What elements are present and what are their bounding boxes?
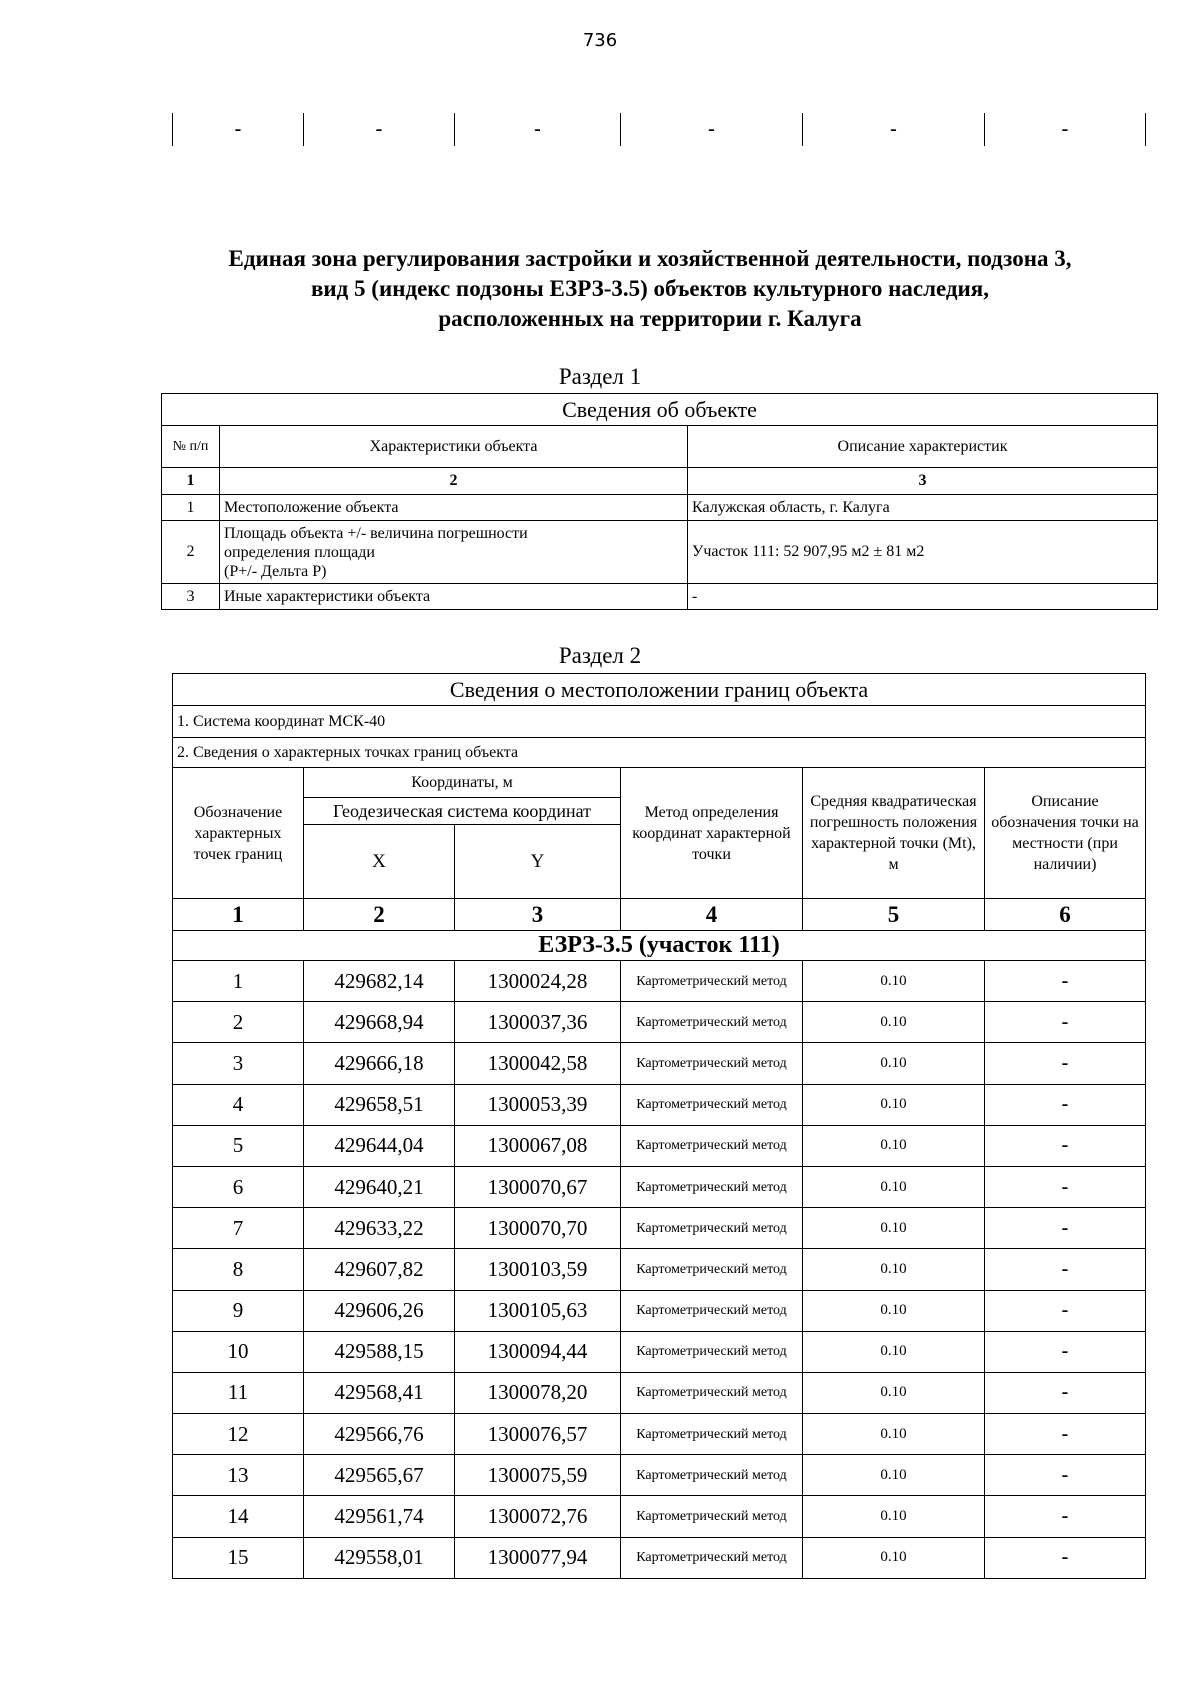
characteristic [220,521,688,584]
column-index: 2 [220,468,688,495]
point-x: 429668,94 [304,1002,455,1043]
table-row [173,1043,1146,1084]
title-line: расположенных на территории г. Калуга [438,306,862,331]
table-cell: - [803,113,985,146]
point-number: 5 [173,1125,304,1166]
table-row [173,1208,1146,1249]
zone-title: ЕЗРЗ-3.5 (участок 111) [173,931,1146,961]
point-y: 1300070,67 [455,1166,621,1207]
point-error: 0.10 [803,1249,985,1290]
point-description: - [985,961,1146,1002]
point-y: 1300067,08 [455,1125,621,1166]
point-y: 1300024,28 [455,961,621,1002]
table-row [173,1331,1146,1372]
point-description: - [985,1125,1146,1166]
table-heading: Сведения об объекте [162,394,1158,426]
table-row [173,1084,1146,1125]
point-description: - [985,1372,1146,1413]
title-line: Единая зона регулирования застройки и хозяйственной деятельности, подзона 3, [228,246,1072,271]
point-description: - [985,1331,1146,1372]
table-row [162,521,1158,584]
point-x: 429565,67 [304,1455,455,1496]
point-error: 0.10 [803,1084,985,1125]
table-row [173,1455,1146,1496]
column-header-geodetic: Геодезическая система координат [304,798,621,825]
title-line: вид 5 (индекс подзоны ЕЗРЗ-3.5) объектов культурного наследия, [310,276,990,301]
table-row [173,1290,1146,1331]
characteristic-line: Площадь объекта +/- величина погрешности [224,524,528,542]
point-error: 0.10 [803,1002,985,1043]
point-method: Картометрический метод [621,1043,803,1084]
point-number: 12 [173,1414,304,1455]
description: - [688,584,1158,610]
point-number: 9 [173,1290,304,1331]
point-number: 3 [173,1043,304,1084]
table-row [173,1166,1146,1207]
characteristic-line: (Р+/- Дельта Р) [224,562,327,580]
point-method: Картометрический метод [621,961,803,1002]
point-method: Картометрический метод [621,1537,803,1578]
table-cell: - [173,113,304,146]
table-cell: - [304,113,455,146]
column-index: 1 [162,468,220,495]
point-number: 7 [173,1208,304,1249]
column-header-description: Описание характеристик [688,426,1158,468]
point-method: Картометрический метод [621,1002,803,1043]
point-error: 0.10 [803,1208,985,1249]
column-header-x: X [304,825,455,899]
point-y: 1300053,39 [455,1084,621,1125]
table-row [173,1496,1146,1537]
point-x: 429588,15 [304,1331,455,1372]
column-index: 2 [304,899,455,931]
point-error: 0.10 [803,1166,985,1207]
point-description: - [985,1455,1146,1496]
point-error: 0.10 [803,1331,985,1372]
document-title [150,244,1150,334]
point-description: - [985,1290,1146,1331]
point-error: 0.10 [803,1496,985,1537]
point-method: Картометрический метод [621,1125,803,1166]
point-error: 0.10 [803,1125,985,1166]
point-y: 1300078,20 [455,1372,621,1413]
table-row [173,1125,1146,1166]
table-row [173,1249,1146,1290]
point-description: - [985,1249,1146,1290]
table-row [173,1537,1146,1578]
column-index: 6 [985,899,1146,931]
column-header-method: Метод определения координат характерной точки [621,768,803,899]
point-number: 4 [173,1084,304,1125]
previous-table-fragment [172,113,1146,146]
point-y: 1300070,70 [455,1208,621,1249]
point-x: 429644,04 [304,1125,455,1166]
point-x: 429633,22 [304,1208,455,1249]
point-x: 429607,82 [304,1249,455,1290]
point-y: 1300076,57 [455,1414,621,1455]
point-method: Картометрический метод [621,1496,803,1537]
point-number: 8 [173,1249,304,1290]
table-row [173,1414,1146,1455]
point-number: 1 [173,961,304,1002]
point-description: - [985,1537,1146,1578]
point-error: 0.10 [803,1455,985,1496]
point-number: 10 [173,1331,304,1372]
point-number: 13 [173,1455,304,1496]
column-index: 3 [688,468,1158,495]
row-number: 2 [162,521,220,584]
point-method: Картометрический метод [621,1208,803,1249]
point-y: 1300105,63 [455,1290,621,1331]
table-cell: - [455,113,621,146]
point-description: - [985,1002,1146,1043]
table-row [173,1372,1146,1413]
point-error: 0.10 [803,1537,985,1578]
point-y: 1300103,59 [455,1249,621,1290]
point-error: 0.10 [803,1043,985,1084]
description: Калужская область, г. Калуга [688,495,1158,521]
point-number: 11 [173,1372,304,1413]
point-x: 429640,21 [304,1166,455,1207]
section-2-label: Раздел 2 [558,643,642,668]
point-number: 15 [173,1537,304,1578]
column-header-point-description: Описание обозначения точки на местности (при наличии) [985,768,1146,899]
point-y: 1300077,94 [455,1537,621,1578]
table-cell: - [621,113,803,146]
point-method: Картометрический метод [621,1414,803,1455]
point-description: - [985,1043,1146,1084]
point-method: Картометрический метод [621,1455,803,1496]
point-error: 0.10 [803,1372,985,1413]
point-method: Картометрический метод [621,1331,803,1372]
column-header-characteristic: Характеристики объекта [220,426,688,468]
table-row [173,113,1146,146]
characteristic: Местоположение объекта [220,495,688,521]
point-x: 429666,18 [304,1043,455,1084]
point-error: 0.10 [803,1414,985,1455]
table-cell: - [985,113,1146,146]
column-header-designation: Обозначение характерных точек границ [173,768,304,899]
row-number: 3 [162,584,220,610]
point-method: Картометрический метод [621,1084,803,1125]
point-x: 429606,26 [304,1290,455,1331]
point-y: 1300094,44 [455,1331,621,1372]
point-number: 2 [173,1002,304,1043]
point-x: 429558,01 [304,1537,455,1578]
column-index: 3 [455,899,621,931]
table-row [162,495,1158,521]
characteristic-line: определения площади [224,543,375,561]
point-description: - [985,1208,1146,1249]
object-info-table [161,393,1158,610]
column-header-y: Y [455,825,621,899]
column-header-coordinates: Координаты, м [304,768,621,798]
point-error: 0.10 [803,1290,985,1331]
point-y: 1300075,59 [455,1455,621,1496]
point-number: 6 [173,1166,304,1207]
column-header-number: № п/п [162,426,220,468]
column-index: 1 [173,899,304,931]
table-row [173,961,1146,1002]
page-number: 736 [582,30,618,51]
point-x: 429566,76 [304,1414,455,1455]
point-x: 429682,14 [304,961,455,1002]
point-error: 0.10 [803,961,985,1002]
point-x: 429561,74 [304,1496,455,1537]
row-number: 1 [162,495,220,521]
point-description: - [985,1414,1146,1455]
point-number: 14 [173,1496,304,1537]
section-1-label: Раздел 1 [558,364,642,389]
point-method: Картометрический метод [621,1372,803,1413]
point-description: - [985,1496,1146,1537]
point-y: 1300072,76 [455,1496,621,1537]
point-method: Картометрический метод [621,1166,803,1207]
point-y: 1300042,58 [455,1043,621,1084]
point-method: Картометрический метод [621,1249,803,1290]
point-x: 429568,41 [304,1372,455,1413]
column-index: 5 [803,899,985,931]
column-header-error: Средняя квадратическая погрешность положения характерной точки (Mt), м [803,768,985,899]
boundary-points-table [172,673,1146,1579]
description: Участок 111: 52 907,95 м2 ± 81 м2 [688,521,1158,584]
point-x: 429658,51 [304,1084,455,1125]
characteristic: Иные характеристики объекта [220,584,688,610]
point-description: - [985,1084,1146,1125]
table-row [173,1002,1146,1043]
point-method: Картометрический метод [621,1290,803,1331]
points-info-label: 2. Сведения о характерных точках границ объекта [173,738,1146,768]
table-row [162,584,1158,610]
point-y: 1300037,36 [455,1002,621,1043]
table-heading: Сведения о местоположении границ объекта [173,674,1146,706]
point-description: - [985,1166,1146,1207]
column-index: 4 [621,899,803,931]
coordinate-system: 1. Система координат МСК-40 [173,706,1146,738]
